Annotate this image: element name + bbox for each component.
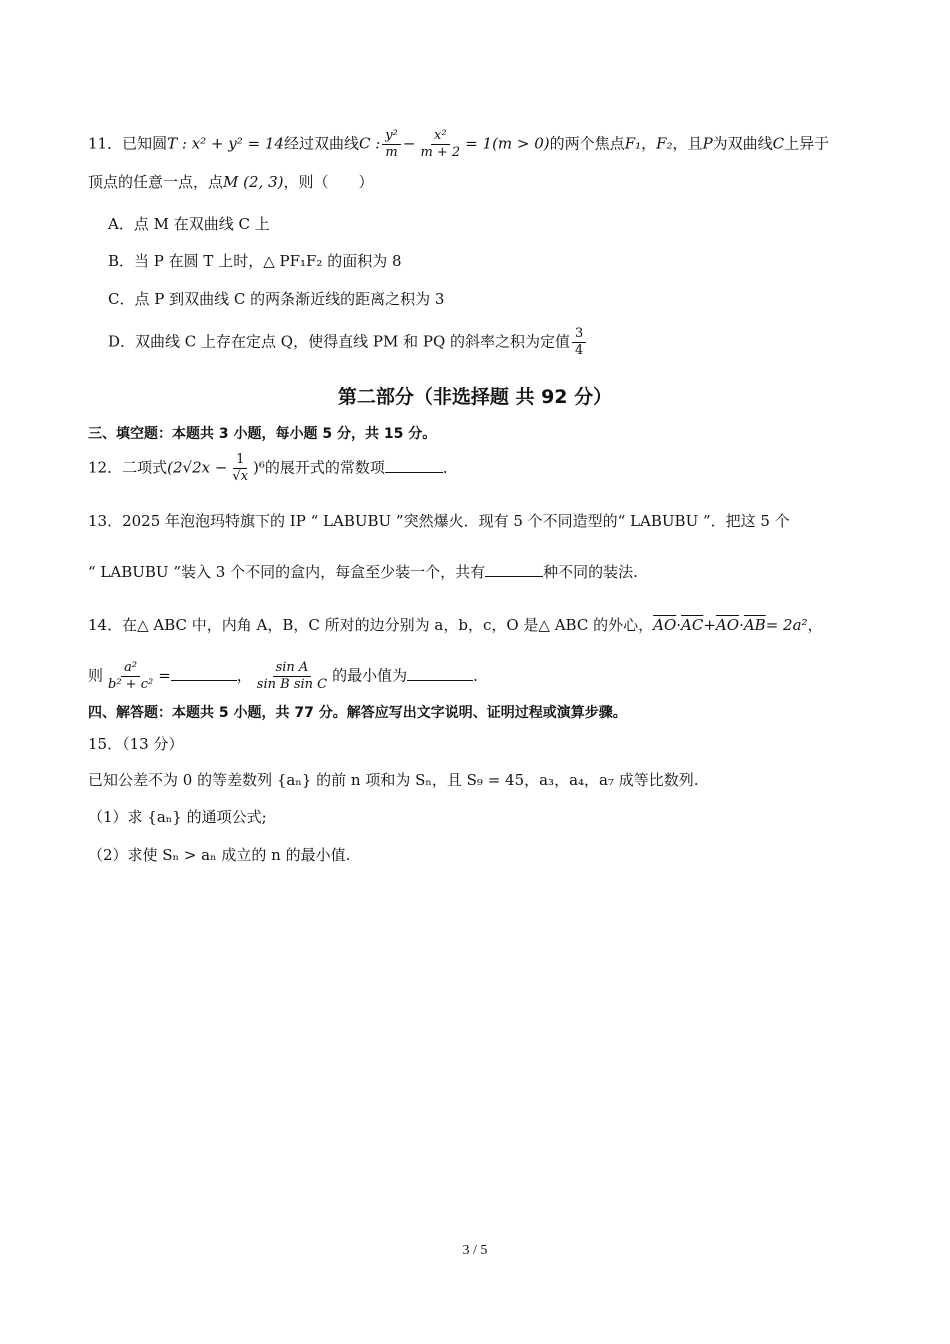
part-title: 第二部分（非选择题 共 92 分） [337, 386, 613, 408]
page-number: 3 / 5 [462, 1243, 488, 1258]
question-number: 12． [88, 458, 123, 477]
q15-part1: （1）求 {aₙ} 的通项公式; [88, 808, 267, 826]
question-number: 11． [88, 134, 123, 153]
fraction-x2-m2: $\frac{\text{x²}}{m + 2}$ [420, 128, 461, 160]
section-fill-in: 三、填空题：本题共 3 小题，每小题 5 分，共 15 分。 [88, 426, 437, 442]
q15-stem: 已知公差不为 0 的等差数列 {aₙ} 的前 n 项和为 Sₙ，且 S₉ = 45，a₃，a₄，a₇ 成等比数列. [88, 771, 699, 789]
fraction-1-sqrtx: $\frac{1}{√x}$ [232, 452, 249, 484]
fraction-3-4: $\frac{3}{4}$ [572, 326, 586, 359]
q15-part2: （2）求使 Sₙ > aₙ 成立的 n 的最小值. [88, 846, 351, 864]
q13-line2: “ LABUBU ”装入 3 个不同的盒内，每盒至少装一个，共有 种不同的装法. [88, 563, 638, 581]
q11-option-c: C．点 P 到双曲线 C 的两条渐近线的距离之积为 3 [108, 290, 445, 308]
q11-line2: 顶点的任意一点，点M (2, 3)，则（ ） [88, 173, 374, 191]
answer-blank[interactable] [485, 562, 543, 577]
q14-line2: 则 $\frac{\text{a²}}{\text{b² + c²}}$ = ， $\frac{\text{sin A}}{\text{sin B sin C}}$ 的最小值为 ． [88, 660, 489, 692]
q15-header: 15．（13 分） [88, 735, 184, 753]
q11-option-d: D．双曲线 C 上存在定点 Q，使得直线 PM 和 PQ 的斜率之积为定值 $\frac{3}{4}$ [108, 326, 880, 359]
q11-option-b: B．当 P 在圆 T 上时，△ PF₁F₂ 的面积为 8 [108, 252, 402, 270]
q12: 12．二项式(2√2x − $\frac{1}{√x}$ )⁶的展开式的常数项 ． [88, 452, 458, 484]
q13-line1: 13．2025 年泡泡玛特旗下的 IP “ LABUBU ”突然爆火．现有 5 个不同造型的“ LABUBU ”．把这 5 个 [88, 512, 790, 530]
q11-option-a: A．点 M 在双曲线 C 上 [108, 215, 270, 233]
answer-blank[interactable] [385, 458, 443, 473]
q14-line1: 14．在△ ABC 中，内角 A，B，C 所对的边分别为 a，b，c，O 是△ ABC 的外心，$\overline{AO}\cdot\overline{AC}+\overline{AO}\cdot\overline{AB}= 2a^2$， [88, 616, 823, 634]
answer-blank[interactable] [171, 666, 237, 681]
answer-blank[interactable] [407, 666, 473, 681]
fraction-y2-m: $\frac{\text{y²}}{m}$ [382, 128, 401, 161]
fraction-a2-b2c2: $\frac{\text{a²}}{\text{b² + c²}}$ [108, 660, 154, 692]
q11-line1: 11．已知圆T : x² + y² = 14经过双曲线C : $\frac{\text{y²}}{m}$ − $\frac{\text{x²}}{m + 2}$ = 1(m > 0)的两个焦点F₁，F₂，且P为双曲线C上异于 [88, 128, 830, 160]
circle-equation: T : x² + y² = 14 [167, 134, 284, 153]
fraction-sinA: $\frac{\text{sin A}}{\text{sin B sin C}}$ [256, 660, 328, 692]
section-solutions: 四、解答题：本题共 5 小题，共 77 分。解答应写出文字说明、证明过程或演算步骤。 [88, 705, 627, 721]
